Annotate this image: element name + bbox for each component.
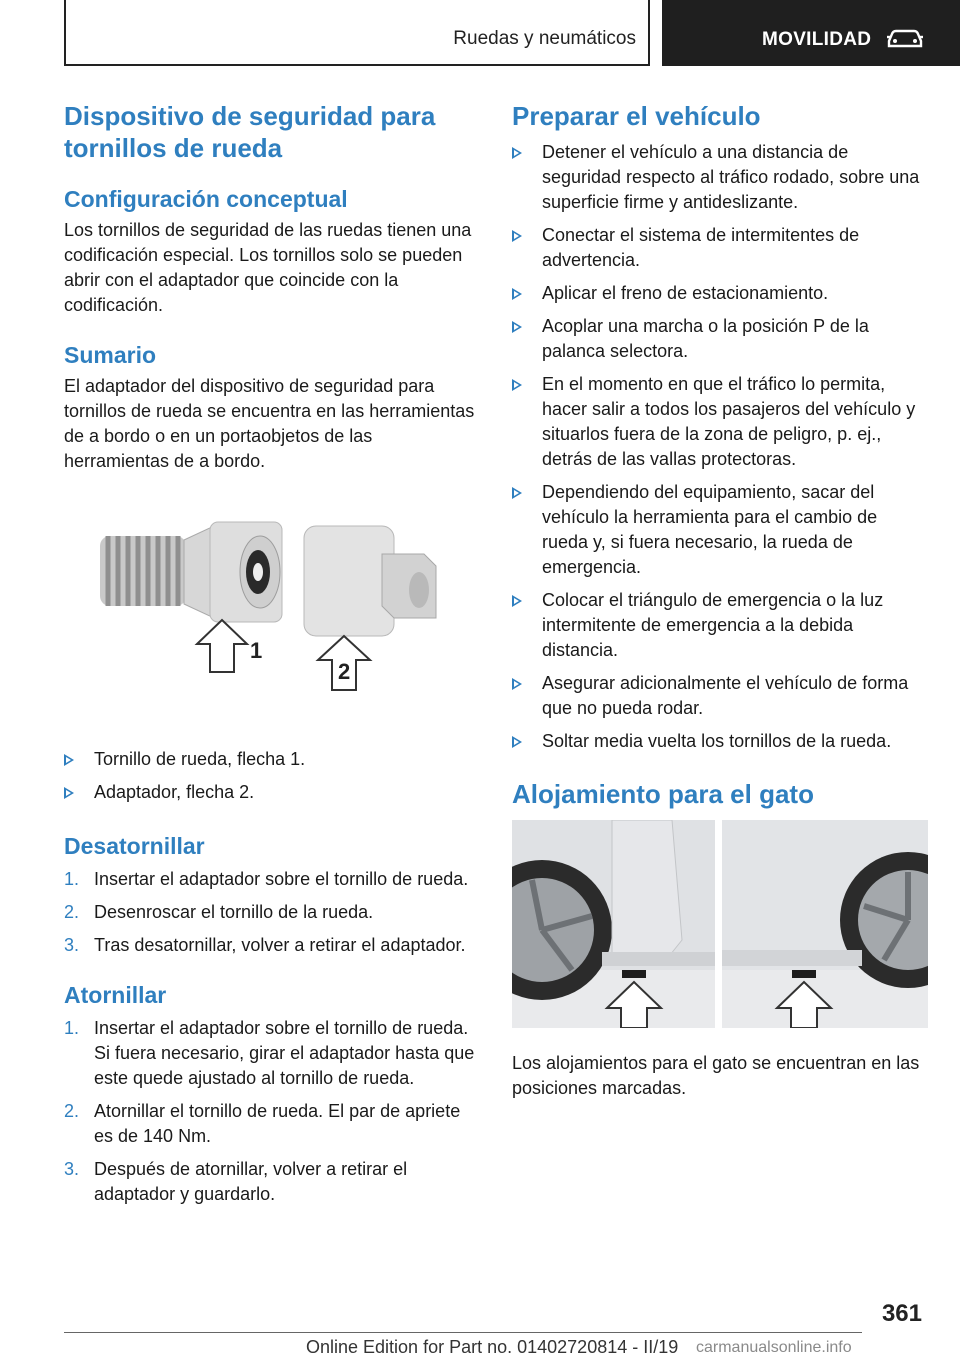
footer-edition: Online Edition for Part no. 01402720814 - II/19 [306,1337,679,1357]
car-icon [886,27,924,49]
list-item: Detener el vehículo a una distancia de seguridad respecto al tráfico rodado, sobre una superficie firme y antideslizante. [512,140,928,215]
concept-heading: Configuración conceptual [64,186,348,212]
footer-rule [64,1332,862,1333]
figure-label-2: 2 [338,659,351,684]
summary-heading: Sumario [64,342,157,368]
bullet-triangle-icon [512,321,522,333]
bullet-triangle-icon [512,595,522,607]
header-chapter-tab [662,0,960,66]
list-item: Tornillo de rueda, flecha 1. [64,747,478,772]
bullet-triangle-icon [512,736,522,748]
footer-watermark: carmanualsonline.info [696,1339,852,1356]
list-item: Colocar el triángulo de emergencia o la luz intermitente de emergencia a la debida distancia. [512,588,928,663]
prep-heading: Preparar el vehículo [512,101,761,131]
list-item: 1. Insertar el adaptador sobre el tornillo de rueda. Si fuera necesario, girar el adaptador hasta que este quede ajustado al tornillo de rueda. [64,1018,475,1088]
list-item: Asegurar adicionalmente el vehículo de forma que no pueda rodar. [512,671,928,721]
jack-point-rear [792,970,816,978]
list-item: 2. Desenroscar el tornillo de la rueda. [64,902,374,922]
bullet-triangle-icon [512,678,522,690]
list-item: Soltar media vuelta los tornillos de la rueda. [512,729,928,754]
list-item: 2. Atornillar el tornillo de rueda. El par de apriete es de 140 Nm. [64,1101,461,1146]
bullet-triangle-icon [64,787,74,799]
screw-steps [64,1016,478,1207]
unscrew-heading: Desatornillar [64,833,205,859]
list-item: En el momento en que el tráfico lo permita, hacer salir a todos los pasajeros del vehículo y situarlos fuera de la zona de peligro, p. ej., detrás de las vallas protectoras. [512,372,928,472]
list-item: 3. Tras desatornillar, volver a retirar el adaptador. [64,935,466,955]
left-column [64,100,478,1215]
figure-label-1: 1 [250,638,263,663]
adapter-illustration [304,526,436,636]
bullet-triangle-icon [512,487,522,499]
arrow-1-icon [197,620,247,672]
jack-text: Los alojamientos para el gato se encuentran en las posiciones marcadas. [512,1053,920,1098]
figure-legend-list [64,747,478,805]
header-chapter-label: MOVILIDAD [762,29,872,50]
bullet-triangle-icon [64,754,74,766]
summary-text: El adaptador del dispositivo de seguridad para tornillos de rueda se encuentra en las herramientas de a bordo o en un portaobjetos de las herramientas de a bordo. [64,376,475,471]
list-item: Dependiendo del equipamiento, sacar del vehículo la herramienta para el cambio de rueda y, si fuera necesario, la rueda de emergencia. [512,480,928,580]
concept-text: Los tornillos de seguridad de las ruedas tienen una codificación especial. Los tornillos solo se pueden abrir con el adaptador que coincide con la codificación. [64,220,472,315]
prep-list [512,140,928,754]
list-item: 1. Insertar el adaptador sobre el tornillo de rueda. [64,869,469,889]
jack-heading: Alojamiento para el gato [512,779,814,809]
jack-point-front [622,970,646,978]
bullet-triangle-icon [512,230,522,242]
header-section-title: Ruedas y neumáticos [453,28,636,49]
right-column [512,100,928,1101]
list-item: Conectar el sistema de intermitentes de advertencia. [512,223,928,273]
wheel-bolt-illustration [100,522,282,622]
bullet-triangle-icon [512,147,522,159]
list-item: 3. Después de atornillar, volver a retirar el adaptador y guardarlo. [64,1159,408,1204]
jack-points-figure [512,820,928,1028]
front-wheel-photo [512,820,718,1028]
list-item: Adaptador, flecha 2. [64,780,478,805]
bullet-triangle-icon [512,379,522,391]
header-left-bar [64,0,66,66]
page-number: 361 [881,1300,922,1327]
header-rule [64,64,650,66]
section-title: Dispositivo de seguridad para tornillos de rueda [64,101,436,163]
screw-heading: Atornillar [64,982,167,1008]
lock-bolt-figure [64,496,478,726]
list-item: Aplicar el freno de estacionamiento. [512,281,928,306]
header-divider [648,0,650,66]
unscrew-steps [64,867,478,958]
rear-wheel-photo [722,820,928,1028]
list-item: Acoplar una marcha o la posición P de la palanca selectora. [512,314,928,364]
bullet-triangle-icon [512,288,522,300]
